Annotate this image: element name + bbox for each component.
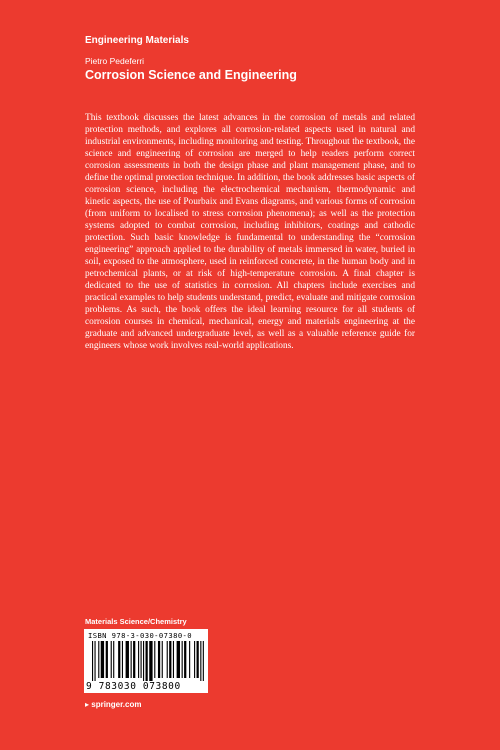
isbn-label: ISBN 978-3-030-07380-0 — [88, 631, 192, 640]
barcode-digits: 9 783030 073800 — [86, 681, 181, 692]
back-cover-blurb: This textbook discusses the latest advances in the corrosion of metals and related protection methods, and explores all corrosion-related aspects used in natural and industrial environments, including monitoring and testing. Throughout the textbook, the science and engineering of corrosion are merged to help readers perform correct corrosion assessments in both the design phase and plant management phase, and to define the optimal protection technique. In addition, the book addresses basic aspects of corrosion science, including the electrochemical mechanism, thermodynamic and kinetic aspects, the use of Pourbaix and Evans diagrams, and various forms of corrosion (from uniform to localised to stress corrosion phenomena); as well as the protection systems adopted to combat corrosion, including inhibitors, coatings and cathodic protection. Such basic knowledge is fundamental to understanding the “corrosion engineering” approach applied to the durability of metals immersed in water, buried in soil, exposed to the atmosphere, used in reinforced concrete, in the human body and in petrochemical plants, or at risk of high-temperature corrosion. A final chapter is dedicated to the use of statistics in corrosion. All chapters include exercises and practical examples to help students understand, predict, evaluate and mitigate corrosion problems. As such, the book offers the ideal learning resource for all students of corrosion courses in chemical, mechanical, energy and materials engineering at the graduate and advanced undergraduate level, as well as a valuable reference guide for engineers whose work involves real-world applications. — [85, 113, 415, 351]
subject-category: Materials Science/Chemistry — [85, 617, 187, 626]
publisher-link[interactable]: ▸ springer.com — [85, 700, 142, 709]
barcode-bars — [92, 641, 204, 681]
barcode-box — [84, 629, 208, 693]
author-name: Pietro Pedeferri — [85, 56, 145, 66]
series-title: Engineering Materials — [85, 35, 189, 46]
book-title: Corrosion Science and Engineering — [85, 68, 297, 82]
